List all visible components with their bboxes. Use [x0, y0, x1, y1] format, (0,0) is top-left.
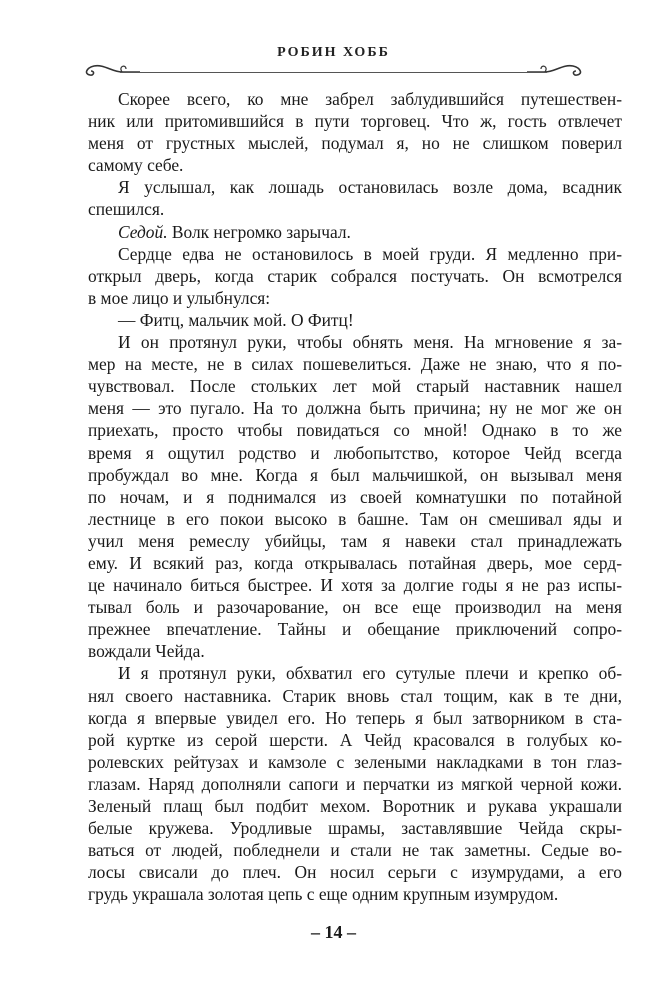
line-text: лестнице в его покои высоко в башне. Там он смешивал яды и: [88, 508, 622, 529]
ornament-left-icon: [82, 60, 142, 80]
line-text: самому себе.: [88, 155, 184, 176]
line-text: тывал боль и разочарование, он все еще производил на меня: [88, 597, 622, 618]
line-text: ему. И всякий раз, когда открывалась потайная дверь, мое серд-: [88, 552, 622, 573]
line-text: меня от грустных мыслей, подумал я, но не слишком поверил: [88, 133, 622, 154]
text-line: [88, 154, 622, 176]
text-line: [88, 464, 622, 486]
text-line: [88, 309, 622, 331]
header-rule: [120, 72, 547, 73]
line-text: И он протянул руки, чтобы обнять меня. На мгновение я за-: [118, 332, 622, 353]
text-line: [88, 861, 622, 883]
text-line: [88, 508, 622, 530]
line-text: в мое лицо и улыбнулся:: [88, 287, 271, 308]
line-text: Сердце едва не остановилось в моей груди. Я медленно при-: [118, 243, 622, 264]
text-line: [88, 883, 622, 905]
body-text: [88, 88, 622, 905]
running-header: РОБИН ХОББ: [277, 45, 390, 60]
text-line: [88, 375, 622, 397]
line-text: це начинало биться быстрее. И хотя за долгие годы я не раз испы-: [88, 575, 622, 596]
text-line: [88, 176, 622, 198]
line-text: спешился.: [88, 199, 165, 220]
line-text: И я протянул руки, обхватил его сутулые плечи и крепко об-: [118, 663, 622, 684]
text-line: [88, 839, 622, 861]
line-text: мер на месте, не в силах пошевелиться. Даже не знаю, что я по-: [88, 354, 622, 375]
text-line: [88, 817, 622, 839]
paragraph: [88, 662, 622, 905]
paragraph: [88, 88, 622, 176]
line-text: по ночам, и я поднимался из своей комнатушки по потайной: [88, 486, 622, 507]
text-line: [88, 729, 622, 751]
line-text: Скорее всего, ко мне забрел заблудившийся путешествен-: [118, 89, 622, 109]
line-text: меня — это пугало. На то должна быть причина; ну не мог же он: [88, 398, 622, 419]
text-line: [88, 353, 622, 375]
text-line: [88, 640, 622, 662]
paragraph: [88, 176, 622, 220]
line-text: когда я впервые увидел его. Но теперь я был затворником в ста-: [88, 707, 622, 728]
line-text: ник или притомившийся в пути торговец. Что ж, гость отвлечет: [88, 111, 622, 132]
line-text: вождали Чейда.: [88, 641, 205, 662]
text-line: [88, 221, 622, 243]
line-text: глазам. Наряд дополняли сапоги и перчатки из мягкой черной кожи.: [88, 773, 622, 794]
text-line: [88, 110, 622, 132]
text-line: [88, 795, 622, 817]
text-line: [88, 419, 622, 441]
text-line: [88, 265, 622, 287]
line-text: время я ощутил родство и любопытство, которое Чейд всегда: [88, 442, 622, 463]
paragraph: [88, 309, 622, 331]
text-line: [88, 397, 622, 419]
page-number: – 14 –: [311, 922, 356, 942]
text-line: [88, 574, 622, 596]
paragraph: [88, 221, 622, 243]
line-text: Волк негромко зарычал.: [167, 221, 351, 242]
text-line: [88, 132, 622, 154]
text-line: [88, 287, 622, 309]
line-text: учил меня ремеслу убийцы, там я навеки стал принадлежать: [88, 530, 622, 551]
line-text: открыл дверь, когда старик собрался постучать. Он всмотрелся: [88, 265, 622, 286]
line-text: ваться от людей, побледнели и стали не так заметны. Седые во-: [88, 840, 622, 861]
line-text: пробуждал во мне. Когда я был мальчишкой, он вызывал меня: [88, 464, 622, 485]
line-text: чувствовал. После стольких лет мой старый наставник нашел: [88, 376, 622, 397]
text-line: [88, 552, 622, 574]
text-line: [88, 618, 622, 640]
ornament-right-icon: [525, 60, 585, 80]
text-line: [88, 88, 622, 110]
text-line: [88, 685, 622, 707]
paragraph: [88, 331, 622, 662]
line-text: нял своего наставника. Старик вновь стал тощим, как в те дни,: [88, 685, 622, 706]
italic-lead: Седой.: [118, 221, 168, 242]
line-text: лосы свисали до плеч. Он носил серьги с изумрудами, а его: [88, 862, 622, 883]
text-line: [88, 773, 622, 795]
text-line: [88, 442, 622, 464]
text-line: [88, 662, 622, 684]
line-text: Зеленый плащ был подбит мехом. Воротник и рукава украшали: [88, 796, 622, 816]
line-text: ролевских рейтузах и камзоле с зелеными накладками в тон глаз-: [88, 751, 622, 772]
line-text: Я услышал, как лошадь остановилась возле дома, всадник: [118, 177, 622, 198]
text-line: [88, 486, 622, 508]
line-text: — Фитц, мальчик мой. О Фитц!: [118, 309, 354, 330]
text-line: [88, 243, 622, 265]
text-line: [88, 707, 622, 729]
line-text: белые кружева. Уродливые шрамы, заставлявшие Чейда скры-: [88, 818, 622, 839]
text-line: [88, 198, 622, 220]
line-text: грудь украшала золотая цепь с еще одним крупным изумрудом.: [88, 884, 559, 905]
text-line: [88, 596, 622, 618]
line-text: прежнее впечатление. Тайны и обещание приключений сопро-: [88, 619, 622, 640]
line-text: приехать, просто чтобы повидаться со мной! Однако в то же: [88, 420, 622, 441]
text-line: [88, 331, 622, 353]
paragraph: [88, 243, 622, 309]
text-line: [88, 530, 622, 552]
text-line: [88, 751, 622, 773]
line-text: рой куртке из серой шерсти. А Чейд красовался в голубых ко-: [88, 729, 622, 750]
